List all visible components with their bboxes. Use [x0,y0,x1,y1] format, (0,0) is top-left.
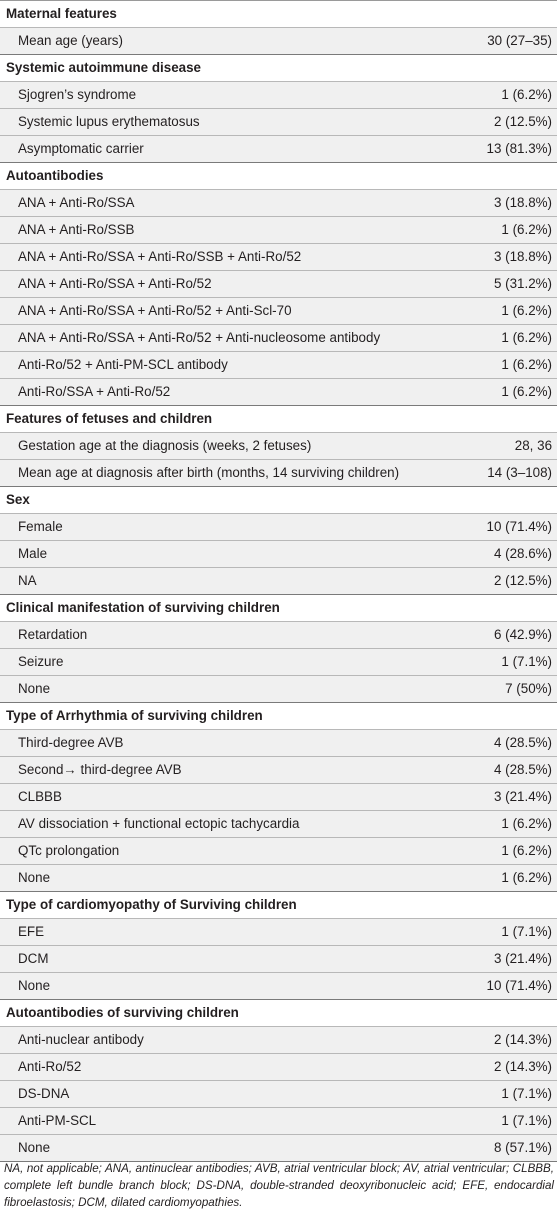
row-value: 1 (7.1%) [440,919,557,946]
table-row [0,757,557,784]
row-value: 1 (6.2%) [440,82,557,109]
section-header [0,55,557,82]
table-row [0,811,557,838]
row-label: Anti-PM-SCL [0,1108,440,1135]
row-label: ANA + Anti-Ro/SSA + Anti-Ro/52 [0,271,440,298]
table-row [0,676,557,703]
row-value: 4 (28.5%) [440,757,557,784]
row-value: 1 (6.2%) [440,838,557,865]
section-title: Clinical manifestation of surviving children [0,595,557,622]
row-value: 6 (42.9%) [440,622,557,649]
row-label: ANA + Anti-Ro/SSA + Anti-Ro/SSB + Anti-Ro/52 [0,244,440,271]
row-value: 1 (6.2%) [440,352,557,379]
section-header [0,406,557,433]
row-label: Gestation age at the diagnosis (weeks, 2 fetuses) [0,433,440,460]
section-header [0,1,557,28]
table-row [0,109,557,136]
row-value: 1 (6.2%) [440,865,557,892]
section-header [0,703,557,730]
row-value: 5 (31.2%) [440,271,557,298]
row-label: Third-degree AVB [0,730,440,757]
row-value: 13 (81.3%) [440,136,557,163]
table-row [0,919,557,946]
table-row [0,973,557,1000]
table-row [0,1027,557,1054]
row-label: Female [0,514,440,541]
row-value: 28, 36 [440,433,557,460]
row-value: 10 (71.4%) [440,514,557,541]
row-label: CLBBB [0,784,440,811]
section-header [0,595,557,622]
row-label: ANA + Anti-Ro/SSA [0,190,440,217]
row-label: ANA + Anti-Ro/SSB [0,217,440,244]
table-row [0,460,557,487]
row-value: 1 (7.1%) [440,1108,557,1135]
section-title: Type of Arrhythmia of surviving children [0,703,557,730]
row-label: Mean age at diagnosis after birth (months, 14 surviving children) [0,460,440,487]
table-row [0,1081,557,1108]
row-label: Anti-Ro/52 + Anti-PM-SCL antibody [0,352,440,379]
table-row [0,325,557,352]
row-label: Mean age (years) [0,28,440,55]
table-row [0,244,557,271]
table-row [0,946,557,973]
table-row [0,1054,557,1081]
row-label: Sjogren’s syndrome [0,82,440,109]
row-label: DS-DNA [0,1081,440,1108]
row-label: NA [0,568,440,595]
row-label: QTc prolongation [0,838,440,865]
row-value: 1 (6.2%) [440,325,557,352]
table-row [0,649,557,676]
row-label: Second→ third-degree AVB [0,757,440,784]
table-row [0,352,557,379]
row-value: 10 (71.4%) [440,973,557,1000]
row-value: 14 (3–108) [440,460,557,487]
row-label: None [0,1135,440,1162]
row-value: 30 (27–35) [440,28,557,55]
row-label: None [0,865,440,892]
row-value: 4 (28.5%) [440,730,557,757]
row-value: 2 (12.5%) [440,568,557,595]
section-title: Maternal features [0,1,557,28]
table-row [0,838,557,865]
row-label: Asymptomatic carrier [0,136,440,163]
table-row [0,865,557,892]
section-title: Type of cardiomyopathy of Surviving children [0,892,557,919]
row-value: 1 (6.2%) [440,217,557,244]
table-row [0,1108,557,1135]
row-value: 4 (28.6%) [440,541,557,568]
table-row [0,568,557,595]
table-body [0,1,557,1162]
row-value: 3 (21.4%) [440,946,557,973]
table-row [0,1135,557,1162]
table-row [0,190,557,217]
table-row [0,136,557,163]
row-value: 1 (7.1%) [440,649,557,676]
table-row [0,28,557,55]
row-value: 1 (7.1%) [440,1081,557,1108]
table-row [0,82,557,109]
row-label: DCM [0,946,440,973]
row-label: EFE [0,919,440,946]
row-value: 3 (18.8%) [440,244,557,271]
section-title: Autoantibodies [0,163,557,190]
section-header [0,163,557,190]
section-header [0,892,557,919]
table-row [0,514,557,541]
row-value: 3 (18.8%) [440,190,557,217]
row-label: Seizure [0,649,440,676]
row-label: Anti-Ro/52 [0,1054,440,1081]
row-label: ANA + Anti-Ro/SSA + Anti-Ro/52 + Anti-Scl-70 [0,298,440,325]
row-value: 7 (50%) [440,676,557,703]
row-value: 1 (6.2%) [440,298,557,325]
table-row [0,622,557,649]
table-row [0,271,557,298]
table-row [0,379,557,406]
section-title: Features of fetuses and children [0,406,557,433]
table-row [0,217,557,244]
section-header [0,1000,557,1027]
row-label: None [0,676,440,703]
section-title: Sex [0,487,557,514]
table-row [0,784,557,811]
row-value: 2 (14.3%) [440,1027,557,1054]
row-label: Anti-nuclear antibody [0,1027,440,1054]
table-footnote: NA, not applicable; ANA, antinuclear antibodies; AVB, atrial ventricular block; AV, atrial ventricular; CLBBB, complete left bundle branch block; DS-DNA, double-stranded deoxyribonucleic acid; EFE, endocardial fibroelastosis; DCM, dilated cardiomyopathies. [4,1161,554,1209]
row-value: 2 (14.3%) [440,1054,557,1081]
row-label: Retardation [0,622,440,649]
table-row [0,433,557,460]
row-value: 1 (6.2%) [440,811,557,838]
row-value: 3 (21.4%) [440,784,557,811]
table-row [0,730,557,757]
row-label: AV dissociation + functional ectopic tachycardia [0,811,440,838]
row-label: Male [0,541,440,568]
row-label: Systemic lupus erythematosus [0,109,440,136]
row-value: 1 (6.2%) [440,379,557,406]
table-row [0,541,557,568]
table-row [0,298,557,325]
row-label: Anti-Ro/SSA + Anti-Ro/52 [0,379,440,406]
section-title: Systemic autoimmune disease [0,55,557,82]
section-header [0,487,557,514]
section-title: Autoantibodies of surviving children [0,1000,557,1027]
row-value: 2 (12.5%) [440,109,557,136]
row-label: None [0,973,440,1000]
row-value: 8 (57.1%) [440,1135,557,1162]
row-label: ANA + Anti-Ro/SSA + Anti-Ro/52 + Anti-nucleosome antibody [0,325,440,352]
